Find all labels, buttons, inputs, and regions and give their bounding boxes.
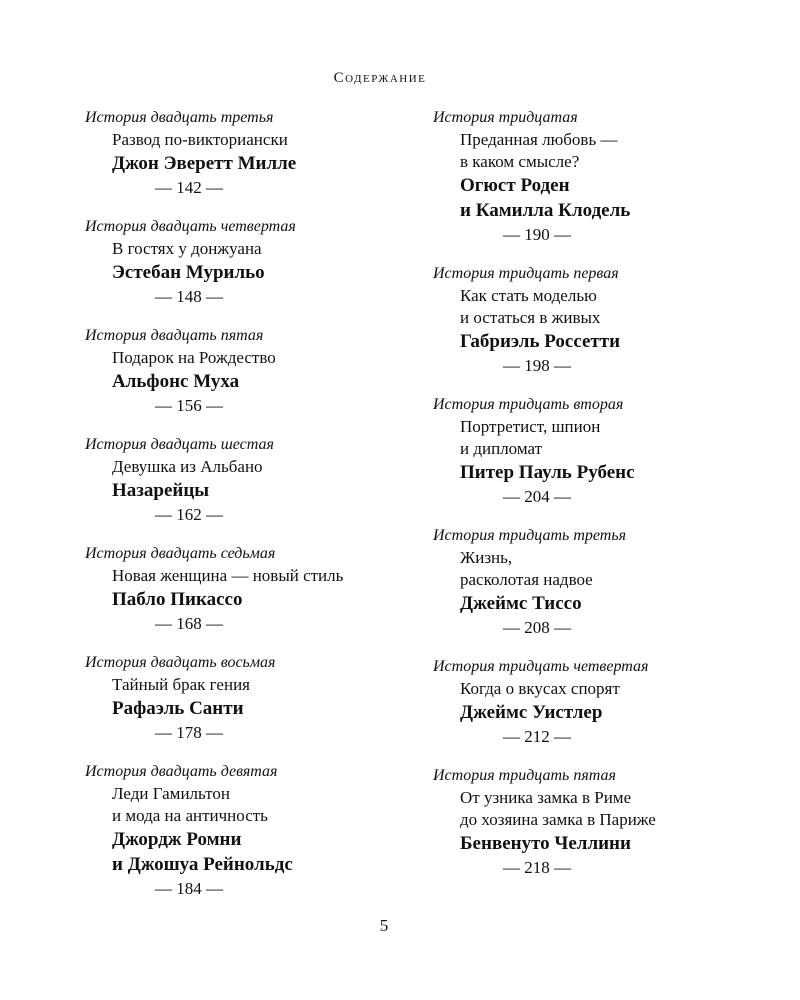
story-label: История двадцать пятая (85, 327, 264, 344)
story-title-line: Леди Гамильтон (112, 784, 230, 803)
artist-name: Джеймс Уистлер (460, 702, 603, 723)
entry-body (85, 129, 425, 199)
page-ref: — 212 — (503, 727, 571, 746)
page-ref: — 208 — (503, 618, 571, 637)
story-title-line: Новая женщина — новый стиль (112, 566, 344, 585)
artist-name: Альфонс Муха (112, 371, 240, 392)
story-label: История двадцать шестая (85, 436, 274, 453)
page-ref: — 148 — (155, 287, 223, 306)
page-ref: — 178 — (155, 723, 223, 742)
entry-body (85, 674, 425, 744)
story-label: История тридцать четвертая (433, 658, 649, 675)
entry-body (85, 238, 425, 308)
toc-entry[interactable] (433, 525, 773, 639)
story-title-line: От узника замка в Риме (460, 788, 632, 807)
artist-name: Эстебан Мурильо (112, 262, 265, 283)
page-ref: — 156 — (155, 396, 223, 415)
story-title-line: расколотая надвое (460, 570, 593, 589)
toc-entry[interactable] (433, 107, 773, 246)
story-label: История двадцать седьмая (85, 545, 276, 562)
story-title-line: Развод по-викториански (112, 130, 288, 149)
story-title-line: и остаться в живых (460, 308, 601, 327)
page-ref: — 198 — (503, 356, 571, 375)
entry-body (433, 547, 773, 639)
entry-body (85, 456, 425, 526)
entry-body (433, 678, 773, 748)
story-label: История тридцать первая (433, 265, 619, 282)
toc-entry[interactable] (85, 543, 425, 635)
toc-entry[interactable] (433, 263, 773, 377)
story-title-line: Как стать моделью (460, 286, 597, 305)
toc-entry[interactable] (85, 107, 425, 199)
story-title-line: и мода на античность (112, 806, 268, 825)
toc-right-column (433, 107, 773, 896)
story-title-line: до хозяина замка в Париже (460, 810, 656, 829)
page-ref: — 190 — (503, 225, 571, 244)
story-title-line: В гостях у донжуана (112, 239, 262, 258)
artist-name: Габриэль Россетти (460, 331, 621, 352)
toc-entry[interactable] (85, 652, 425, 744)
artist-name: Джордж Ромни (112, 829, 242, 850)
artist-name: Рафаэль Санти (112, 698, 244, 719)
artist-name: Джон Эверетт Милле (112, 153, 297, 174)
toc-entry[interactable] (85, 325, 425, 417)
entry-body (433, 416, 773, 508)
story-title-line: Преданная любовь — (460, 130, 618, 149)
toc-entry[interactable] (85, 434, 425, 526)
story-label: История двадцать восьмая (85, 654, 276, 671)
story-title-line: Когда о вкусах спорят (460, 679, 620, 698)
story-label: История тридцатая (433, 109, 578, 126)
story-title-line: и дипломат (460, 439, 543, 458)
artist-name: Пабло Пикассо (112, 589, 243, 610)
story-title-line: в каком смысле? (460, 152, 580, 171)
artist-name: Огюст Роден (460, 175, 570, 196)
story-title-line: Подарок на Рождество (112, 348, 276, 367)
page-ref: — 204 — (503, 487, 571, 506)
page-ref: — 142 — (155, 178, 223, 197)
artist-name: Бенвенуто Челлини (460, 833, 631, 854)
story-title-line: Девушка из Альбано (112, 457, 263, 476)
artist-name: и Камилла Клодель (460, 200, 631, 221)
entry-body (433, 129, 773, 246)
story-label: История тридцать вторая (433, 396, 624, 413)
artist-name: Назарейцы (112, 480, 210, 501)
story-title-line: Тайный брак гения (112, 675, 250, 694)
story-label: История тридцать пятая (433, 767, 616, 784)
toc-entry[interactable] (85, 761, 425, 900)
artist-name: Питер Пауль Рубенс (460, 462, 635, 483)
toc-entry[interactable] (433, 394, 773, 508)
page-ref: — 168 — (155, 614, 223, 633)
page-number: 5 (379, 916, 389, 935)
entry-body (85, 347, 425, 417)
contents-heading: Содержание (333, 70, 427, 86)
story-label: История двадцать девятая (85, 763, 278, 780)
toc-left-column (85, 107, 425, 917)
page-ref: — 162 — (155, 505, 223, 524)
story-label: История тридцать третья (433, 527, 627, 544)
toc-entry[interactable] (433, 656, 773, 748)
toc-entry[interactable] (433, 765, 773, 879)
artist-name: Джеймс Тиссо (460, 593, 582, 614)
story-label: История двадцать четвертая (85, 218, 296, 235)
story-title-line: Жизнь, (460, 548, 513, 567)
entry-body (433, 285, 773, 377)
page-ref: — 184 — (155, 879, 223, 898)
entry-body (433, 787, 773, 879)
entry-body (85, 783, 425, 900)
story-label: История двадцать третья (85, 109, 274, 126)
entry-body (85, 565, 425, 635)
toc-entry[interactable] (85, 216, 425, 308)
page-ref: — 218 — (503, 858, 571, 877)
artist-name: и Джошуа Рейнольдс (112, 854, 293, 875)
story-title-line: Портретист, шпион (460, 417, 601, 436)
